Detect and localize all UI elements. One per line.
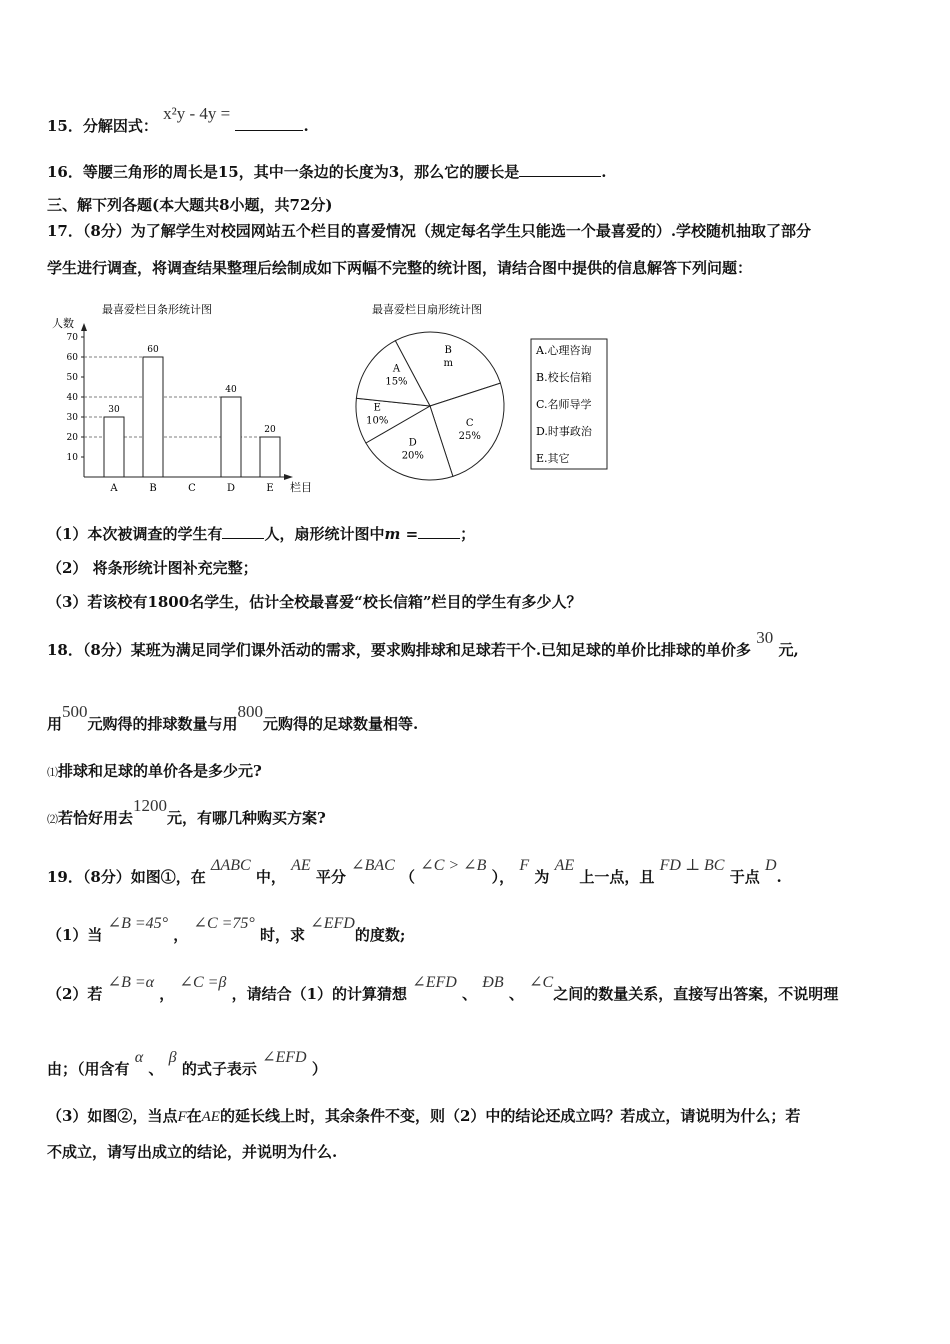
q17-sub1-text-b: 人，扇形统计图中	[264, 525, 385, 543]
q19-l3-math-c: ∠C =β	[179, 974, 227, 991]
bar-chart-xlabel: 栏目	[290, 481, 312, 494]
q19-l3-math-b: ∠B =α	[107, 974, 155, 991]
y-tick-label: 10	[66, 453, 78, 463]
q19-l1-text-12: 上一点，且	[579, 868, 655, 886]
pie-legend-item: E.其它	[536, 452, 570, 465]
q19-l1-math-ae: AE	[291, 857, 311, 874]
q17-sub1-text-c: ；	[460, 525, 476, 543]
q19-l2-text-4: 时，求	[260, 926, 306, 944]
bar-value-label: 60	[147, 345, 159, 355]
q19-l1-text-0: 19．（8分）如图①，在	[47, 868, 206, 886]
q19-l1-text-6: （	[400, 868, 416, 886]
q19-l1-text-4: 平分	[315, 868, 346, 886]
q16-end: .	[601, 163, 607, 181]
q17-sub2: （2） 将条形统计图补充完整；	[47, 559, 258, 577]
q18-sub1-text: 排球和足球的单价各是多少元?	[58, 762, 262, 780]
q19-l4-math-efd: ∠EFD	[262, 1049, 307, 1066]
q19-l3-math-efd: ∠EFD	[412, 974, 457, 991]
q19-l1-math-triangle: ΔABC	[211, 857, 251, 874]
bar-E	[260, 437, 280, 477]
q16-answer-blank[interactable]	[519, 162, 601, 177]
pie-slice-letter: B	[444, 344, 452, 356]
q19-l5-text-2: 在	[186, 1107, 202, 1125]
q19-l5-math-ae: AE	[201, 1109, 220, 1125]
q19-l1-text-10: 为	[534, 868, 550, 886]
pie-legend-item: D.时事政治	[536, 425, 592, 438]
q19-line-2	[47, 915, 406, 946]
q19-l3-text-6: 、	[462, 985, 478, 1003]
q19-l3-text-10: 之间的数量关系，直接写出答案，不说明理	[553, 985, 839, 1003]
pie-slice-letter: D	[408, 437, 417, 449]
q18-sub1-mark: ⑴	[47, 766, 58, 779]
q19-l3-text-4: ，请结合（1）的计算猜想	[231, 985, 408, 1003]
q15-number: 15．	[47, 117, 83, 135]
q19-l2-math-c: ∠C =75°	[193, 915, 255, 932]
bar-value-label: 20	[264, 425, 276, 435]
pie-legend-item: C.名师导学	[536, 398, 592, 411]
q19-l1-text-8: ），	[491, 868, 515, 886]
q18-line-2-a: 用	[47, 715, 63, 733]
q18-line-2-c: 元购得的足球数量相等.	[263, 715, 419, 733]
pie-chart	[344, 295, 624, 490]
q15-expression: x²y - 4y =	[163, 104, 231, 123]
q19-l1-math-angle-compare: ∠C > ∠B	[420, 857, 487, 874]
q18-amount-800: 800	[237, 702, 264, 721]
q19-l1-math-fd-perp: FD ⊥ BC	[659, 857, 725, 874]
q19-l2-text-6: 的度数;	[354, 926, 406, 944]
q19-l3-text-2: ，	[159, 985, 175, 1003]
q17-sub1-text-a: （1）本次被调查的学生有	[47, 525, 223, 543]
q19-l1-text-16: .	[776, 868, 782, 886]
q19-l2-math-b: ∠B =45°	[107, 915, 169, 932]
bar-chart-ylabel: 人数	[52, 317, 74, 330]
q19-l4-text-6: ）	[311, 1060, 327, 1078]
q18-sub2	[47, 796, 326, 830]
bar-D	[221, 397, 241, 477]
pie-slice-value: m	[443, 357, 453, 369]
bar-value-label: 30	[108, 405, 120, 415]
q17-sub1-blank-2[interactable]	[418, 524, 460, 539]
q16-line	[47, 162, 606, 182]
q17-sub3: （3）若该校有1800名学生，估计全校最喜爱“校长信箱”栏目的学生有多少人？	[47, 593, 582, 611]
q19-l2-text-2: ，	[173, 926, 189, 944]
q17-sub1-m: m =	[384, 525, 419, 543]
q19-l3-text-0: （2）若	[47, 985, 103, 1003]
q19-l1-text-14: 于点	[729, 868, 760, 886]
q19-l4-text-2: 、	[148, 1060, 164, 1078]
pie-slice-letter: A	[392, 363, 401, 375]
q19-line-4	[47, 1049, 327, 1080]
q19-l1-math-f: F	[519, 857, 530, 874]
x-category-label: E	[266, 483, 274, 494]
pie-slice-letter: C	[465, 417, 474, 429]
pie-slice-value: 20%	[401, 450, 424, 462]
q18-sub2-mark: ⑵	[47, 813, 58, 826]
q19-l2-math-efd: ∠EFD	[310, 915, 355, 932]
q19-l1-math-d: D	[764, 857, 777, 874]
q19-l3-math-angle-c: ∠C	[529, 974, 554, 991]
q19-l2-text-0: （1）当	[47, 926, 103, 944]
q19-l1-math-angle-bac: ∠BAC	[351, 857, 395, 874]
pie-slice-letter: E	[373, 402, 381, 414]
pie-legend-item: B.校长信箱	[536, 371, 592, 384]
y-tick-label: 60	[66, 353, 78, 363]
q17-sub1	[47, 524, 475, 544]
y-tick-label: 30	[66, 413, 78, 423]
q19-l1-text-2: 中，	[255, 868, 286, 886]
x-category-label: C	[188, 483, 196, 494]
pie-slice-value: 15%	[385, 376, 408, 388]
y-axis-arrow-icon	[81, 323, 87, 331]
q19-line-3	[47, 974, 839, 1005]
section-3-title: 三、解下列各题(本大题共8小题，共72分)	[47, 196, 333, 214]
q15-label: 分解因式：	[82, 117, 158, 135]
q18-line-1-text: 18．（8分）某班为满足同学们课外活动的需求，要求购排球和足球若干个.已知足球的单价比排球的单价多	[47, 641, 752, 659]
q17-sub1-blank-1[interactable]	[222, 524, 264, 539]
q19-l1-math-ae-2: AE	[554, 857, 575, 874]
y-tick-label: 50	[66, 373, 78, 383]
pie-slice-value: 10%	[366, 415, 389, 427]
q19-l3-math-db: ÐB	[482, 974, 504, 991]
q19-line-1	[47, 857, 782, 888]
y-tick-label: 70	[66, 333, 78, 343]
bar-chart-title: 最喜爱栏目条形统计图	[102, 303, 212, 316]
q18-sub2-text-a: 若恰好用去	[58, 809, 134, 827]
q18-amount-1200: 1200	[133, 796, 168, 815]
q17-line-2: 学生进行调查，将调查结果整理后绘制成如下两幅不完整的统计图，请结合图中提供的信息解答下列问题：	[47, 259, 753, 277]
q18-sub2-text-b: 元，有哪几种购买方案?	[167, 809, 326, 827]
q19-l4-math-beta: β	[168, 1049, 177, 1066]
x-axis-arrow-icon	[284, 474, 293, 480]
q18-line-2	[47, 702, 419, 734]
x-category-label: B	[149, 483, 157, 494]
q19-l3-text-8: 、	[508, 985, 524, 1003]
x-category-label: A	[110, 483, 118, 494]
q19-l5-math-f: F	[177, 1109, 187, 1125]
x-category-label: D	[226, 483, 236, 494]
q15-answer-blank[interactable]	[235, 116, 303, 131]
pie-chart-title: 最喜爱栏目扇形统计图	[372, 303, 482, 316]
pie-legend-item: A.心理咨询	[536, 344, 592, 357]
bar-B	[143, 357, 163, 477]
bar-chart	[44, 295, 334, 500]
q19-line-5	[47, 1106, 800, 1127]
q19-l4-text-4: 的式子表示	[181, 1060, 257, 1078]
q19-l5-text-4: 的延长线上时，其余条件不变，则（2）中的结论还成立吗？若成立，请说明为什么；若	[219, 1107, 801, 1125]
q15-end: .	[303, 117, 309, 135]
q18-line-1	[47, 628, 799, 660]
bar-value-label: 40	[225, 385, 237, 395]
q18-sub1	[47, 761, 262, 783]
y-tick-label: 40	[66, 393, 78, 403]
q18-price-diff: 30	[756, 628, 774, 647]
q18-amount-500: 500	[62, 702, 88, 721]
q17-line-1: 17．（8分）为了解学生对校园网站五个栏目的喜爱情况（规定每名学生只能选一个最喜爱的）.学校随机抽取了部分	[47, 222, 812, 240]
q19-line-6: 不成立，请写出成立的结论，并说明为什么.	[47, 1143, 338, 1161]
q19-l4-text-0: 由；（用含有	[47, 1060, 130, 1078]
q19-l5-text-0: （3）如图②，当点	[47, 1107, 178, 1125]
y-tick-label: 20	[66, 433, 78, 443]
q15-line	[47, 104, 309, 136]
q18-line-1-end: 元,	[778, 641, 799, 659]
q16-text: 16．等腰三角形的周长是15，其中一条边的长度为3，那么它的腰长是	[47, 163, 520, 181]
pie-slice-value: 25%	[458, 430, 481, 442]
q19-l4-math-alpha: α	[134, 1049, 144, 1066]
q18-line-2-b: 元购得的排球数量与用	[87, 715, 238, 733]
bar-A	[104, 417, 124, 477]
